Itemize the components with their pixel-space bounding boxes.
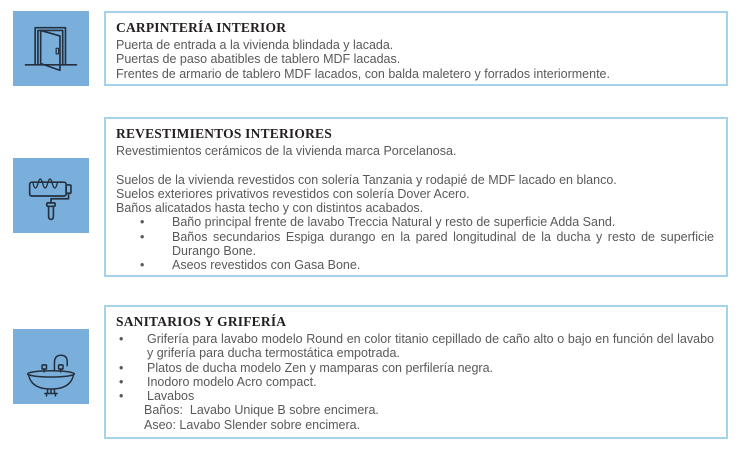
spec-line: Puertas de paso abatibles de tablero MDF lacadas. <box>116 52 401 67</box>
bullet-item <box>116 215 714 229</box>
bullet-icon: • <box>119 360 124 375</box>
card-carpinteria-interior <box>104 11 728 86</box>
spec-line: Puerta de entrada a la vivienda blindada y lacada. <box>116 38 394 52</box>
blank-line <box>116 158 714 172</box>
card-title: REVESTIMIENTOS INTERIORES <box>116 126 332 141</box>
card-revestimientos-interiores <box>104 117 728 277</box>
sanitarios-icon-tile <box>13 329 89 404</box>
card-title: CARPINTERÍA INTERIOR <box>116 20 287 35</box>
bullet-text: Grifería para lavabo modelo Round en color titanio cepillado de caño alto o bajo en función del lavabo y grifería para ducha termostática empotrada. <box>147 332 714 361</box>
bullet-icon: • <box>140 215 145 230</box>
carpinteria-icon-tile <box>13 11 89 86</box>
spec-line: Baños alicatados hasta techo y con distintos acabados. <box>116 201 424 216</box>
bullet-text: Inodoro modelo Acro compact. <box>147 374 317 389</box>
sink-icon <box>20 336 82 398</box>
card-title: SANITARIOS Y GRIFERÍA <box>116 314 287 329</box>
bullet-icon: • <box>119 374 124 389</box>
card-sanitarios-griferia <box>104 305 728 439</box>
door-icon <box>20 18 82 80</box>
revestimientos-icon-tile <box>13 158 89 233</box>
bullet-text: Platos de ducha modelo Zen y mamparas con perfilería negra. <box>147 360 494 375</box>
bullet-item <box>116 332 714 361</box>
spec-line: Suelos exteriores privativos revestidos con solería Dover Acero. <box>116 186 470 201</box>
bullet-item <box>116 361 714 375</box>
bullet-icon: • <box>140 258 145 273</box>
bullet-item <box>116 389 714 403</box>
bullet-icon: • <box>119 389 124 404</box>
bullet-icon: • <box>119 332 124 346</box>
bullet-text: Baño principal frente de lavabo Treccia Natural y resto de superficie Adda Sand. <box>172 215 616 230</box>
bullet-text: Aseos revestidos con Gasa Bone. <box>172 258 361 273</box>
bullet-text: Lavabos <box>147 389 195 404</box>
bullet-item <box>116 230 714 259</box>
sub-spec-line: Baños: Lavabo Unique B sobre encimera. <box>144 403 379 418</box>
spec-line: Frentes de armario de tablero MDF lacados, con balda maletero y forrados interiormente. <box>116 66 610 81</box>
bullet-item <box>116 375 714 389</box>
bullet-icon: • <box>140 229 145 244</box>
sub-spec-line: Aseo: Lavabo Slender sobre encimera. <box>144 417 361 432</box>
bullet-item <box>116 258 714 272</box>
bullet-text: Baños secundarios Espiga durango en la pared longitudinal de la ducha y resto de superficie Durango Bone. <box>172 229 714 259</box>
paint-roller-icon <box>20 165 82 227</box>
spec-line: Revestimientos cerámicos de la vivienda marca Porcelanosa. <box>116 144 457 158</box>
spec-line: Suelos de la vivienda revestidos con solería Tanzania y rodapié de MDF lacado en blanco. <box>116 172 617 187</box>
